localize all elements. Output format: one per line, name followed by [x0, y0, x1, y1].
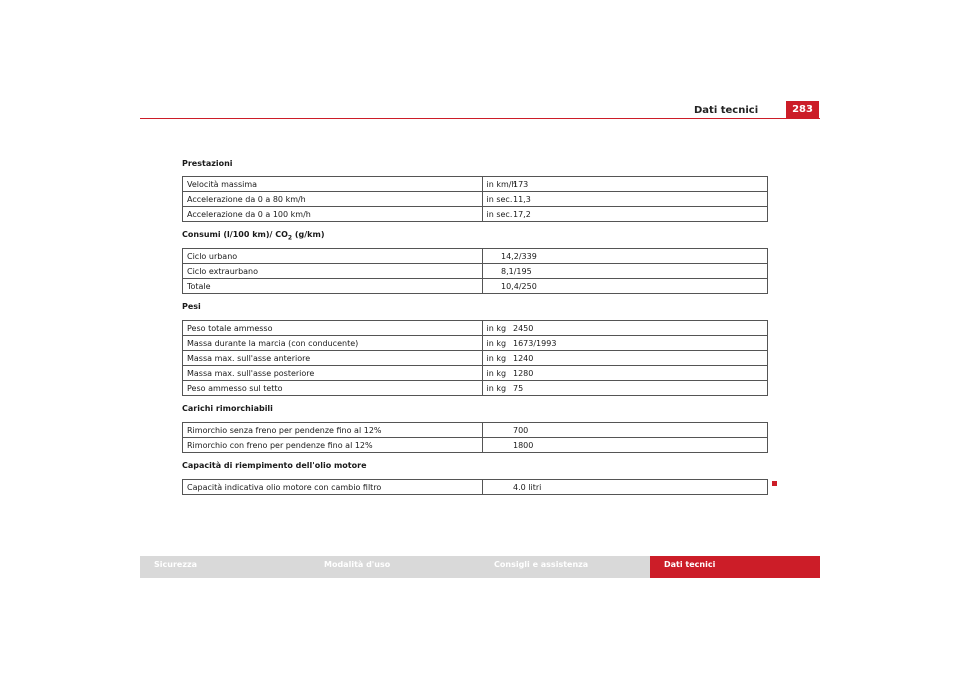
table-row: [183, 423, 768, 438]
row-label: Totale: [183, 279, 483, 294]
spec-content: [182, 158, 768, 495]
consumi-title-pre: Consumi (l/100 km)/ CO: [182, 230, 288, 239]
row-label: Massa max. sull'asse posteriore: [183, 366, 483, 381]
row-value: 17,2: [483, 207, 768, 222]
table-carichi: [182, 422, 768, 453]
row-value: 2450: [483, 321, 768, 336]
row-label: Rimorchio con freno per pendenze fino al 12%: [183, 438, 483, 453]
row-value: 1240: [483, 351, 768, 366]
row-value: 11,3: [483, 192, 768, 207]
footer-tab-modalita-uso[interactable]: Modalità d'uso: [310, 556, 480, 578]
section-title-olio: Capacità di riempimento dell'olio motore: [182, 461, 367, 470]
row-value: 700: [483, 423, 768, 438]
row-label: Massa durante la marcia (con conducente): [183, 336, 483, 351]
section-title-carichi: Carichi rimorchiabili: [182, 404, 273, 413]
row-label: Accelerazione da 0 a 100 km/h: [183, 207, 483, 222]
table-row: Accelerazione da 0 a 100 km/h in sec. 17,2: [183, 207, 768, 222]
header-rule: [140, 118, 820, 119]
row-value: 1673/1993: [483, 336, 768, 351]
table-row: Accelerazione da 0 a 80 km/h in sec. 11,3: [183, 192, 768, 207]
consumi-title-post: (g/km): [292, 230, 325, 239]
row-value: 10,4/250: [483, 279, 768, 294]
footer-tab-consigli-assistenza[interactable]: Consigli e assistenza: [480, 556, 650, 578]
table-row: Massa max. sull'asse anteriore in kg 1240: [183, 351, 768, 366]
row-label: Massa max. sull'asse anteriore: [183, 351, 483, 366]
row-label: Accelerazione da 0 a 80 km/h: [183, 192, 483, 207]
table-row: [183, 480, 768, 495]
footer-nav: [140, 556, 820, 578]
table-row: Massa durante la marcia (con conducente) in kg 1673/1993: [183, 336, 768, 351]
row-value: 1800: [483, 438, 768, 453]
row-value: 4.0 litri: [483, 480, 768, 495]
row-label: Capacità indicativa olio motore con cambio filtro: [183, 480, 483, 495]
table-row: [183, 279, 768, 294]
section-title-consumi: [182, 229, 768, 241]
section-end-marker: [772, 481, 777, 486]
table-row: Peso ammesso sul tetto in kg 75: [183, 381, 768, 396]
row-label: Ciclo urbano: [183, 249, 483, 264]
page-number: 283: [786, 101, 819, 118]
header-title: Dati tecnici: [694, 105, 759, 116]
row-label: Velocità massima: [183, 177, 483, 192]
row-value: 1280: [483, 366, 768, 381]
table-row: Velocità massima in km/h 173: [183, 177, 768, 192]
row-label: Peso totale ammesso: [183, 321, 483, 336]
row-value: 75: [483, 381, 768, 396]
table-row: Massa max. sull'asse posteriore in kg 1280: [183, 366, 768, 381]
table-consumi: [182, 248, 768, 294]
table-row: Peso totale ammesso in kg 2450: [183, 321, 768, 336]
table-pesi: [182, 320, 768, 396]
footer-tab-dati-tecnici[interactable]: Dati tecnici: [650, 556, 820, 578]
section-title-prestazioni: Prestazioni: [182, 159, 233, 168]
consumi-title-sub: 2: [287, 234, 293, 242]
row-value: 173: [483, 177, 768, 192]
footer-tab-sicurezza[interactable]: Sicurezza: [140, 556, 310, 578]
table-row: [183, 264, 768, 279]
row-label: Rimorchio senza freno per pendenze fino al 12%: [183, 423, 483, 438]
row-label: Peso ammesso sul tetto: [183, 381, 483, 396]
row-value: 14,2/339: [483, 249, 768, 264]
table-prestazioni: [182, 176, 768, 222]
table-olio: [182, 479, 768, 495]
section-title-pesi: Pesi: [182, 302, 201, 311]
table-row: [183, 249, 768, 264]
row-value: 8,1/195: [483, 264, 768, 279]
row-label: Ciclo extraurbano: [183, 264, 483, 279]
table-row: [183, 438, 768, 453]
